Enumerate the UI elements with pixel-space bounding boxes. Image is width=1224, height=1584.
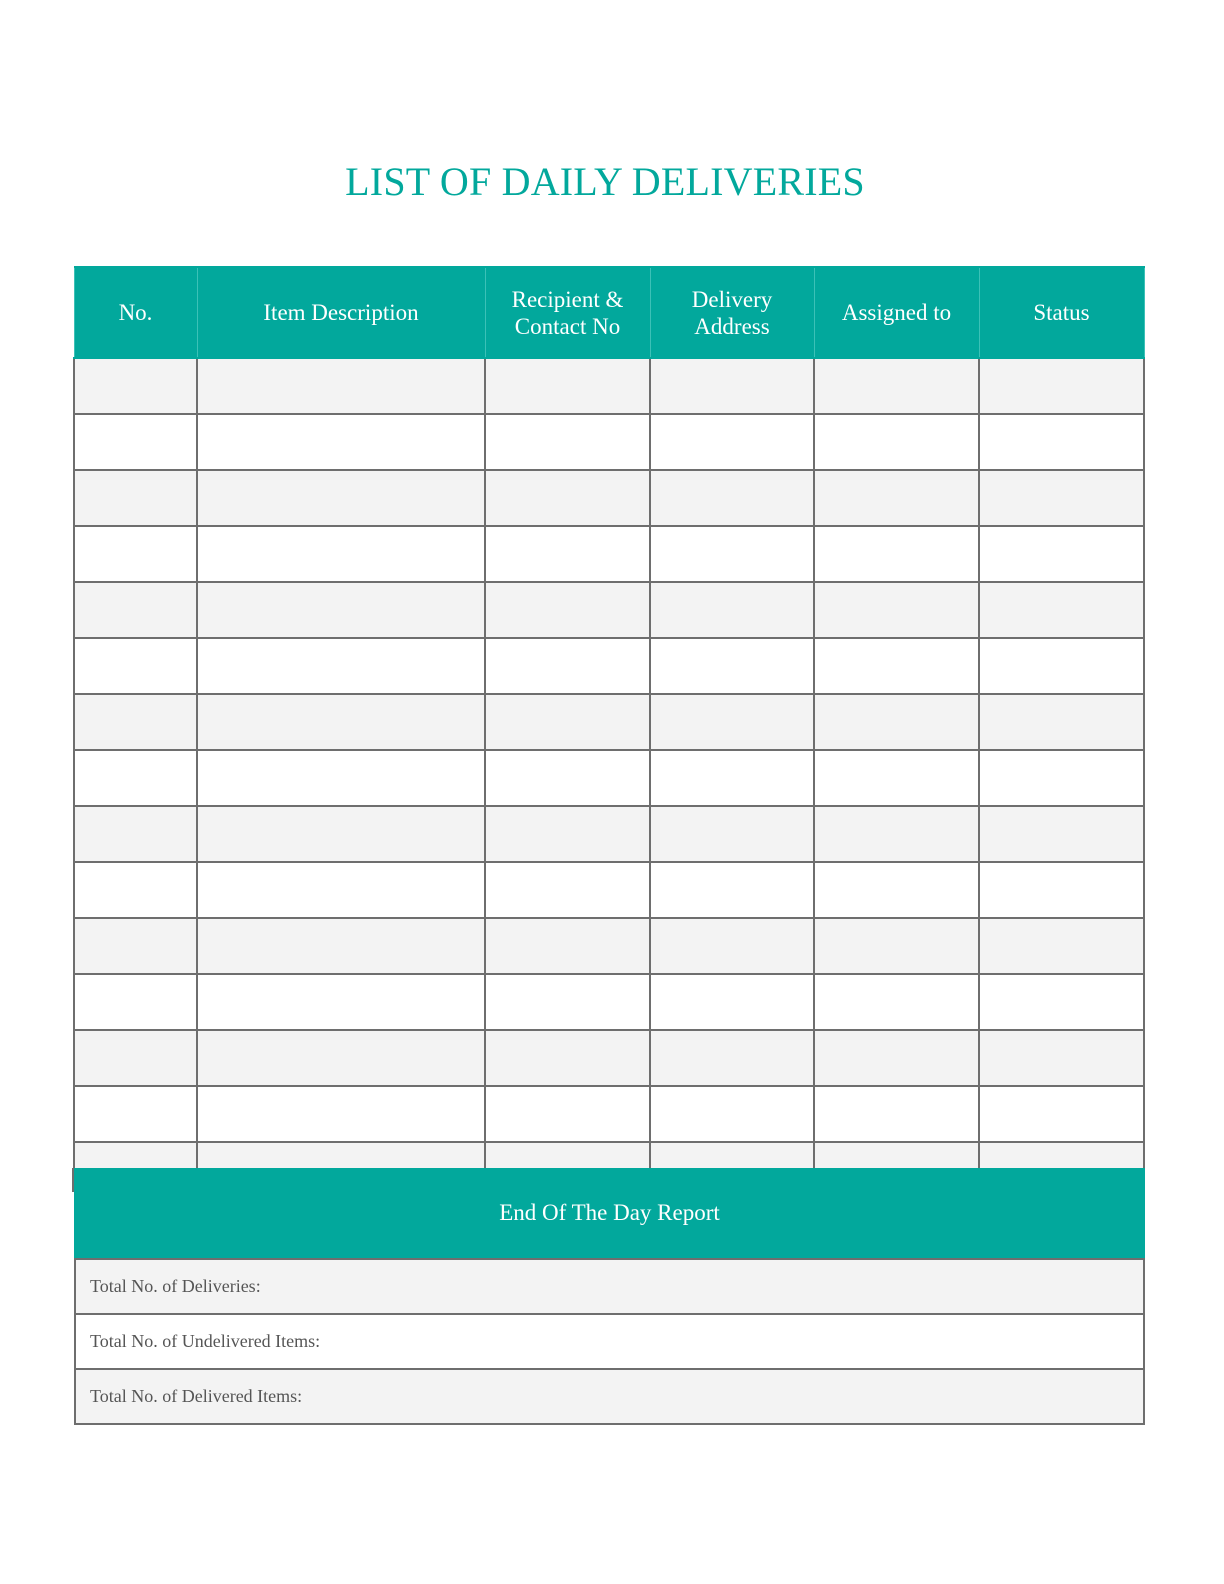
- table-row: [74, 526, 1144, 582]
- table-row: [74, 862, 1144, 918]
- cell-assigned-to[interactable]: [814, 750, 979, 806]
- cell-no[interactable]: [74, 694, 197, 750]
- deliveries-table: [73, 266, 1145, 1174]
- cell-item-description[interactable]: [197, 694, 485, 750]
- table-header-row: [74, 267, 1144, 358]
- cell-status[interactable]: [979, 638, 1144, 694]
- cell-assigned-to[interactable]: [814, 862, 979, 918]
- cell-no[interactable]: [74, 918, 197, 974]
- table-row: [74, 638, 1144, 694]
- cell-status[interactable]: [979, 806, 1144, 862]
- cell-recipient-contact[interactable]: [485, 358, 650, 414]
- cell-delivery-address[interactable]: [650, 1030, 814, 1086]
- cell-item-description[interactable]: [197, 862, 485, 918]
- cell-recipient-contact[interactable]: [485, 806, 650, 862]
- cell-assigned-to[interactable]: [814, 470, 979, 526]
- table-row: [74, 1086, 1144, 1142]
- cell-item-description[interactable]: [197, 1086, 485, 1142]
- column-header-delivery-address: Delivery Address: [650, 267, 814, 358]
- cell-item-description[interactable]: [197, 918, 485, 974]
- cell-status[interactable]: [979, 470, 1144, 526]
- cell-status[interactable]: [979, 582, 1144, 638]
- cell-status[interactable]: [979, 526, 1144, 582]
- cell-item-description[interactable]: [197, 806, 485, 862]
- cell-delivery-address[interactable]: [650, 862, 814, 918]
- table-row: [74, 414, 1144, 470]
- cell-delivery-address[interactable]: [650, 806, 814, 862]
- cell-delivery-address[interactable]: [650, 974, 814, 1030]
- table-row: [74, 918, 1144, 974]
- report-field-total-deliveries[interactable]: Total No. of Deliveries:: [75, 1259, 1144, 1314]
- cell-status[interactable]: [979, 1030, 1144, 1086]
- cell-delivery-address[interactable]: [650, 526, 814, 582]
- cell-assigned-to[interactable]: [814, 694, 979, 750]
- cell-no[interactable]: [74, 470, 197, 526]
- cell-recipient-contact[interactable]: [485, 1086, 650, 1142]
- table-row: [74, 974, 1144, 1030]
- cell-recipient-contact[interactable]: [485, 1030, 650, 1086]
- cell-assigned-to[interactable]: [814, 918, 979, 974]
- table-body: [74, 358, 1144, 1174]
- cell-assigned-to[interactable]: [814, 582, 979, 638]
- cell-status[interactable]: [979, 862, 1144, 918]
- cell-item-description[interactable]: [197, 750, 485, 806]
- cell-recipient-contact[interactable]: [485, 862, 650, 918]
- cell-assigned-to[interactable]: [814, 974, 979, 1030]
- cell-no[interactable]: [74, 974, 197, 1030]
- table-row: [74, 806, 1144, 862]
- cell-no[interactable]: [74, 806, 197, 862]
- cell-recipient-contact[interactable]: [485, 750, 650, 806]
- cell-delivery-address[interactable]: [650, 638, 814, 694]
- cell-no[interactable]: [74, 750, 197, 806]
- cell-recipient-contact[interactable]: [485, 582, 650, 638]
- cell-no[interactable]: [74, 638, 197, 694]
- cell-item-description[interactable]: [197, 358, 485, 414]
- column-header-item-description: Item Description: [197, 267, 485, 358]
- cell-assigned-to[interactable]: [814, 638, 979, 694]
- table-row: [74, 582, 1144, 638]
- table-row: [74, 470, 1144, 526]
- report-title: End Of The Day Report: [74, 1168, 1145, 1258]
- cell-status[interactable]: [979, 918, 1144, 974]
- cell-recipient-contact[interactable]: [485, 638, 650, 694]
- cell-assigned-to[interactable]: [814, 1086, 979, 1142]
- cell-status[interactable]: [979, 1086, 1144, 1142]
- cell-assigned-to[interactable]: [814, 358, 979, 414]
- cell-delivery-address[interactable]: [650, 918, 814, 974]
- report-row-delivered-items: [75, 1369, 1144, 1424]
- cell-delivery-address[interactable]: [650, 1086, 814, 1142]
- cell-delivery-address[interactable]: [650, 694, 814, 750]
- table-row: [74, 1030, 1144, 1086]
- cell-status[interactable]: [979, 694, 1144, 750]
- cell-item-description[interactable]: [197, 1030, 485, 1086]
- cell-item-description[interactable]: [197, 526, 485, 582]
- cell-item-description[interactable]: [197, 414, 485, 470]
- cell-status[interactable]: [979, 414, 1144, 470]
- report-row-undelivered-items: [75, 1314, 1144, 1369]
- cell-no[interactable]: [74, 1030, 197, 1086]
- cell-recipient-contact[interactable]: [485, 470, 650, 526]
- cell-item-description[interactable]: [197, 974, 485, 1030]
- cell-recipient-contact[interactable]: [485, 918, 650, 974]
- cell-assigned-to[interactable]: [814, 414, 979, 470]
- report-table: [74, 1258, 1145, 1425]
- cell-no[interactable]: [74, 526, 197, 582]
- end-of-day-report: [74, 1168, 1145, 1425]
- cell-recipient-contact[interactable]: [485, 974, 650, 1030]
- cell-status[interactable]: [979, 974, 1144, 1030]
- cell-recipient-contact[interactable]: [485, 694, 650, 750]
- table-row: [74, 750, 1144, 806]
- cell-no[interactable]: [74, 862, 197, 918]
- cell-recipient-contact[interactable]: [485, 526, 650, 582]
- cell-assigned-to[interactable]: [814, 806, 979, 862]
- cell-assigned-to[interactable]: [814, 1030, 979, 1086]
- cell-assigned-to[interactable]: [814, 526, 979, 582]
- table-row: [74, 358, 1144, 414]
- column-header-status: Status: [979, 267, 1144, 358]
- cell-no[interactable]: [74, 358, 197, 414]
- cell-delivery-address[interactable]: [650, 414, 814, 470]
- cell-recipient-contact[interactable]: [485, 414, 650, 470]
- cell-no[interactable]: [74, 414, 197, 470]
- cell-item-description[interactable]: [197, 582, 485, 638]
- cell-status[interactable]: [979, 750, 1144, 806]
- cell-delivery-address[interactable]: [650, 582, 814, 638]
- table-row: [74, 694, 1144, 750]
- page-title: LIST OF DAILY DELIVERIES: [345, 159, 865, 204]
- column-header-no: No.: [74, 267, 197, 358]
- cell-no[interactable]: [74, 582, 197, 638]
- report-row-total-deliveries: [75, 1259, 1144, 1314]
- report-field-delivered-items[interactable]: Total No. of Delivered Items:: [75, 1369, 1144, 1424]
- cell-item-description[interactable]: [197, 638, 485, 694]
- cell-delivery-address[interactable]: [650, 750, 814, 806]
- column-header-assigned-to: Assigned to: [814, 267, 979, 358]
- cell-item-description[interactable]: [197, 470, 485, 526]
- cell-no[interactable]: [74, 1086, 197, 1142]
- cell-status[interactable]: [979, 358, 1144, 414]
- cell-delivery-address[interactable]: [650, 358, 814, 414]
- report-field-undelivered-items[interactable]: Total No. of Undelivered Items:: [75, 1314, 1144, 1369]
- cell-delivery-address[interactable]: [650, 470, 814, 526]
- column-header-recipient-contact: Recipient & Contact No: [485, 267, 650, 358]
